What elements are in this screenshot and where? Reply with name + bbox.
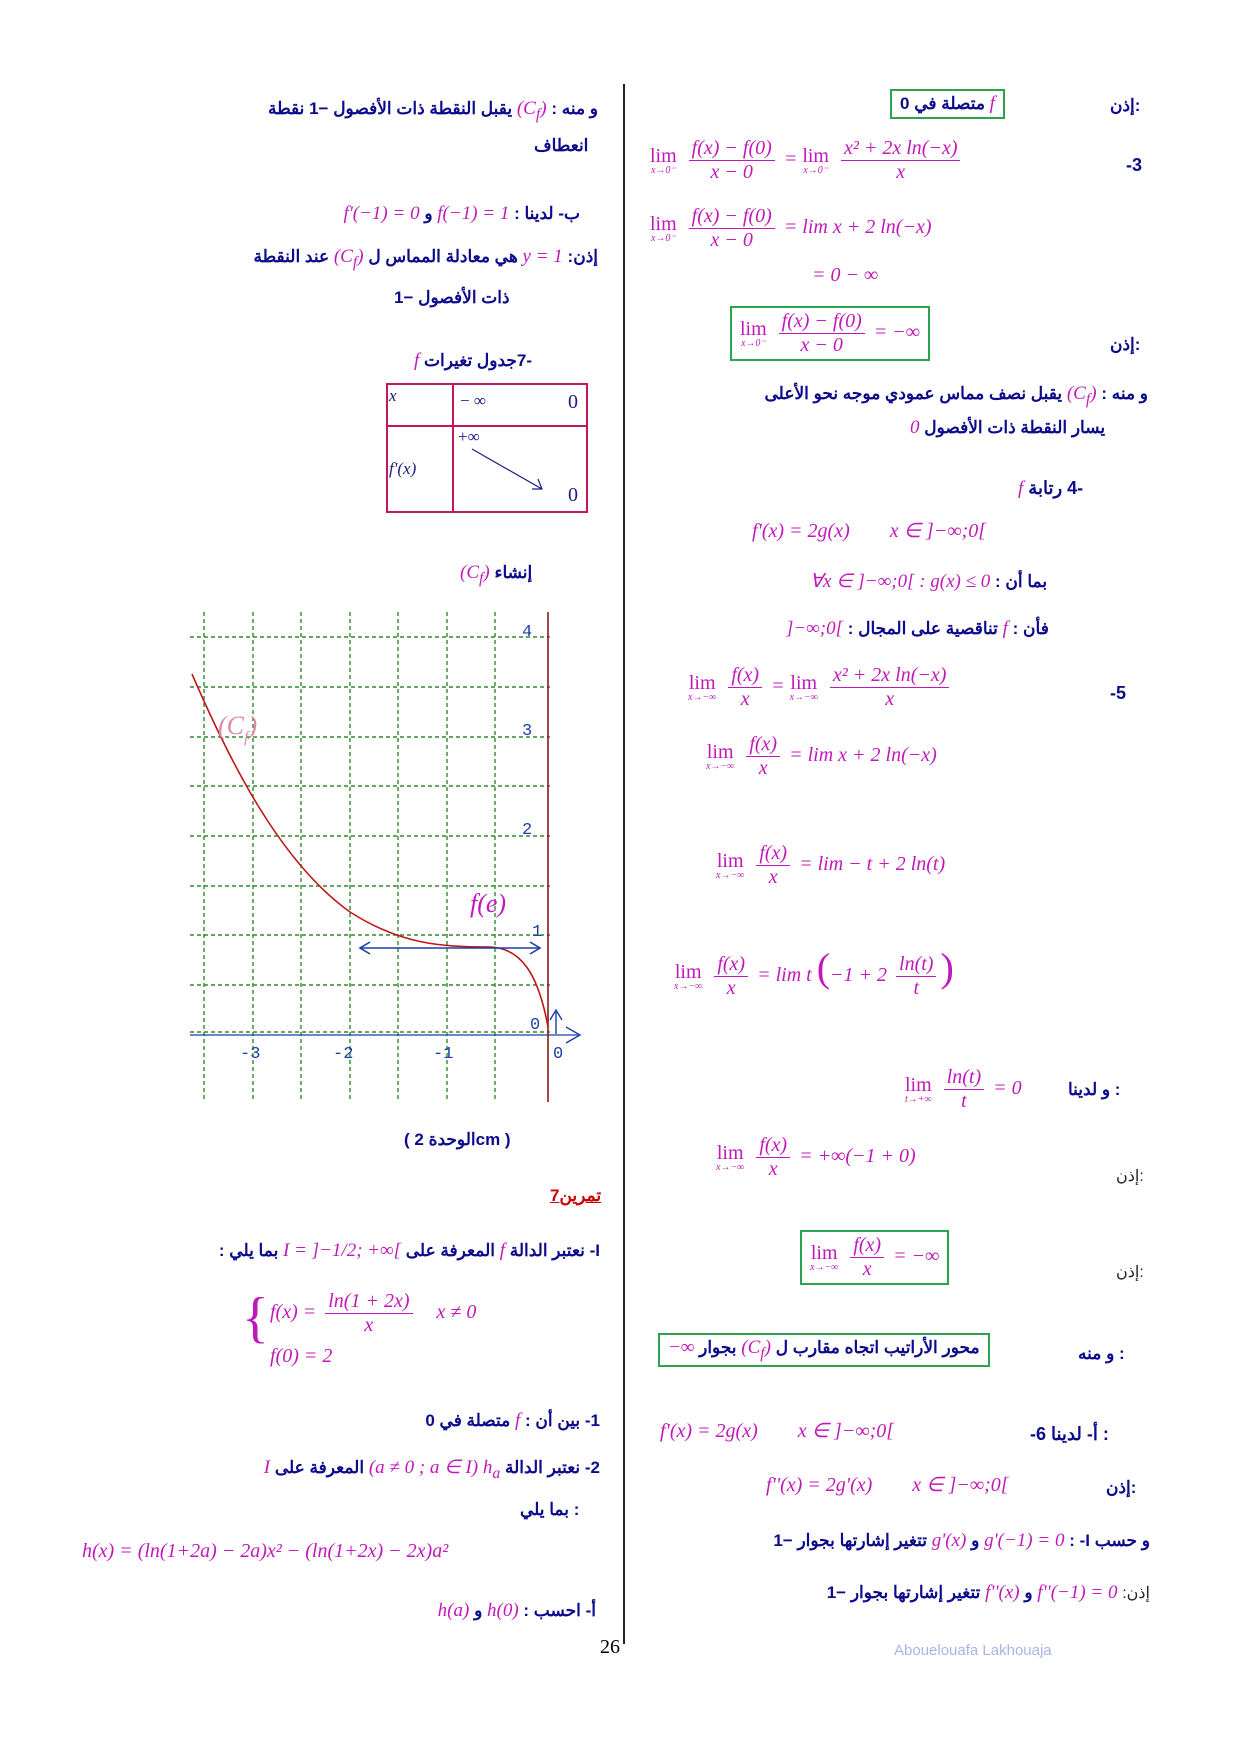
limit-inf-1: lim x→−∞ $\frac{f(x)}{x}$ = lim x→−∞ $\frac{\text{x² + 2x ln(−x)}}{x}$ (688, 664, 953, 711)
exercise-title: تمرين7 (550, 1186, 602, 1205)
izn-label-3: إذن: (1116, 1168, 1144, 1185)
limit-result: = 0 − ∞ (812, 264, 879, 286)
limit-inf-box: lim x→−∞ $\frac{f(x)}{x}$ = −∞ (800, 1230, 949, 1285)
b-ladayna-line: ب- لدينا : f(−1) = 1 و f'(−1) = 0 (343, 203, 580, 224)
f-second: f''(x) = 2g'(x) x ∈ ]−∞;0[ (766, 1474, 1009, 1496)
item-7: -7جدول تغيرات f (414, 350, 533, 371)
x-tick-0: 0 (553, 1045, 564, 1064)
decreasing-line: فأن : f تناقصية على المجال : ]−∞;0[ (786, 618, 1049, 639)
question-1: 1- بين أن : f متصلة في 0 (425, 1410, 600, 1431)
limit-inf-5: lim x→−∞ $\frac{f(x)}{x}$ = +∞(−1 + 0) (716, 1134, 916, 1180)
item-5: -5 (1110, 683, 1127, 703)
inflection-line: و منه : $(C_f)$ يقبل النقطة ذات الأفصول −1 نقطة (267, 98, 598, 123)
inflection-line-2: انعطاف (534, 136, 589, 155)
tangent-line: إذن: y = 1 هي معادلة المماس ل $(C_f)$ عند النقطة (253, 246, 598, 271)
table-x-values: − ∞ 0 (453, 384, 587, 426)
y-tick-4: 4 (522, 623, 533, 642)
limit-inf-3: lim x→−∞ $\frac{f(x)}{x}$ = lim − t + 2 ln(t) (716, 842, 946, 888)
half-tangent-line-2: يسار النقطة ذات الأفصول 0 (910, 417, 1106, 438)
limit-inf-2: lim x→−∞ $\frac{f(x)}{x}$ = lim x + 2 ln(−x) (706, 733, 937, 779)
since-line: بما أن : ∀x ∈ ]−∞;0[ : g(x) ≤ 0 (810, 571, 1048, 592)
table-fx-label: f'(x) (387, 426, 453, 512)
izn-label-4: إذن: (1116, 1264, 1144, 1281)
exercise-intro: I- نعتبر الدالة f المعرفة على I = ]−1/2; +∞[ بما يلي : (218, 1240, 600, 1261)
author-watermark: Abouelouafa Lakhouaja (894, 1642, 1052, 1659)
derivative-f: f'(x) = 2g(x) x ∈ ]−∞;0[ (752, 520, 987, 542)
question-2a: أ- احسب : h(0) و h(a) (437, 1600, 596, 1621)
ln-t-limit: lim t→+∞ $\frac{\ln(t)}{t}$ = 0 (905, 1066, 1022, 1112)
decreasing-arrow-icon (468, 445, 548, 495)
table-x-label: x (387, 384, 453, 426)
function-graph (190, 612, 588, 1102)
x-tick-m1: -1 (433, 1045, 454, 1064)
item-4: -4 رتابة f (1018, 478, 1084, 499)
table-fx-values: +∞ 0 (453, 426, 587, 512)
page-number: 26 (600, 1636, 620, 1658)
wa-minhu-2: و منه : (1078, 1344, 1125, 1363)
g-sign-change: و حسب I- : g'(−1) = 0 و g'(x) تتغير إشارتها بجوار −1 (773, 1530, 1150, 1551)
curve-label: $(C_f)$ (218, 711, 258, 746)
item-6: -6 أ- لدينا : (1030, 1424, 1109, 1444)
abscissa-line: ذات الأفصول −1 (394, 288, 510, 307)
wa-ladayna: و لدينا : (1068, 1080, 1121, 1099)
limit-inf-4: lim x→−∞ $\frac{f(x)}{x}$ = lim t (−1 + 2 $\frac{\ln(t)}{t}$ ) (674, 945, 954, 999)
as-follows-2: بما يلي : (520, 1500, 580, 1519)
izn-label-5: إذن: (1106, 1478, 1137, 1497)
y-tick-0: 0 (530, 1016, 541, 1035)
f-sign-change: إذن: f''(−1) = 0 و f''(x) تتغير إشارتها بجوار −1 (826, 1582, 1150, 1603)
ha-definition: h(x) = (ln(1+2a) − 2a)x² − (ln(1+2x) − 2x)a² (82, 1540, 449, 1562)
question-2: 2- نعتبر الدالة $h_a$ (a ≠ 0 ; a ∈ I) المعرفة على I (263, 1457, 600, 1482)
izn-label-2: إذن: (1110, 335, 1141, 354)
variation-table (386, 383, 588, 513)
x-tick-m3: -3 (240, 1045, 261, 1064)
y-tick-3: 3 (522, 722, 533, 741)
limit-box: lim x→0⁻ $\frac{f(x) - f(0)}{x - 0}$ = −∞ (730, 306, 930, 361)
function-system: { f(x) = $\frac{\ln(1 + 2x)}{x}$ x ≠ 0 f(0) = 2 (242, 1287, 477, 1367)
f-prime-g: f'(x) = 2g(x) x ∈ ]−∞;0[ (660, 1420, 895, 1442)
continuity-box: f متصلة في 0 (890, 89, 1005, 119)
limit-expression-2: lim x→0⁻ $\frac{f(x) - f(0)}{x - 0}$ = lim x + 2 ln(−x) (650, 205, 932, 251)
item-3: -3 (1126, 155, 1143, 175)
construction-title: إنشاء $(C_f)$ (460, 562, 533, 587)
column-divider (623, 84, 625, 1644)
fe-label: f(e) (470, 889, 507, 918)
unit-label: ( الوحدة 2cm ) (404, 1130, 511, 1149)
limit-expression-1: lim x→0⁻ $\frac{f(x) - f(0)}{x - 0}$ = lim x→0⁻ $\frac{\text{x² + 2x ln(−x)}}{x}$ (650, 137, 964, 184)
half-tangent-line: و منه : $(C_f)$ يقبل نصف مماس عمودي موجه نحو الأعلى (764, 383, 1148, 408)
y-tick-1: 1 (532, 923, 543, 942)
y-tick-2: 2 (522, 821, 533, 840)
x-tick-m2: -2 (333, 1045, 354, 1064)
izn-label: إذن: (1110, 96, 1141, 115)
asymptote-box: محور الأراتيب اتجاه مقارب ل $(C_f)$ بجوار −∞ (658, 1333, 990, 1367)
